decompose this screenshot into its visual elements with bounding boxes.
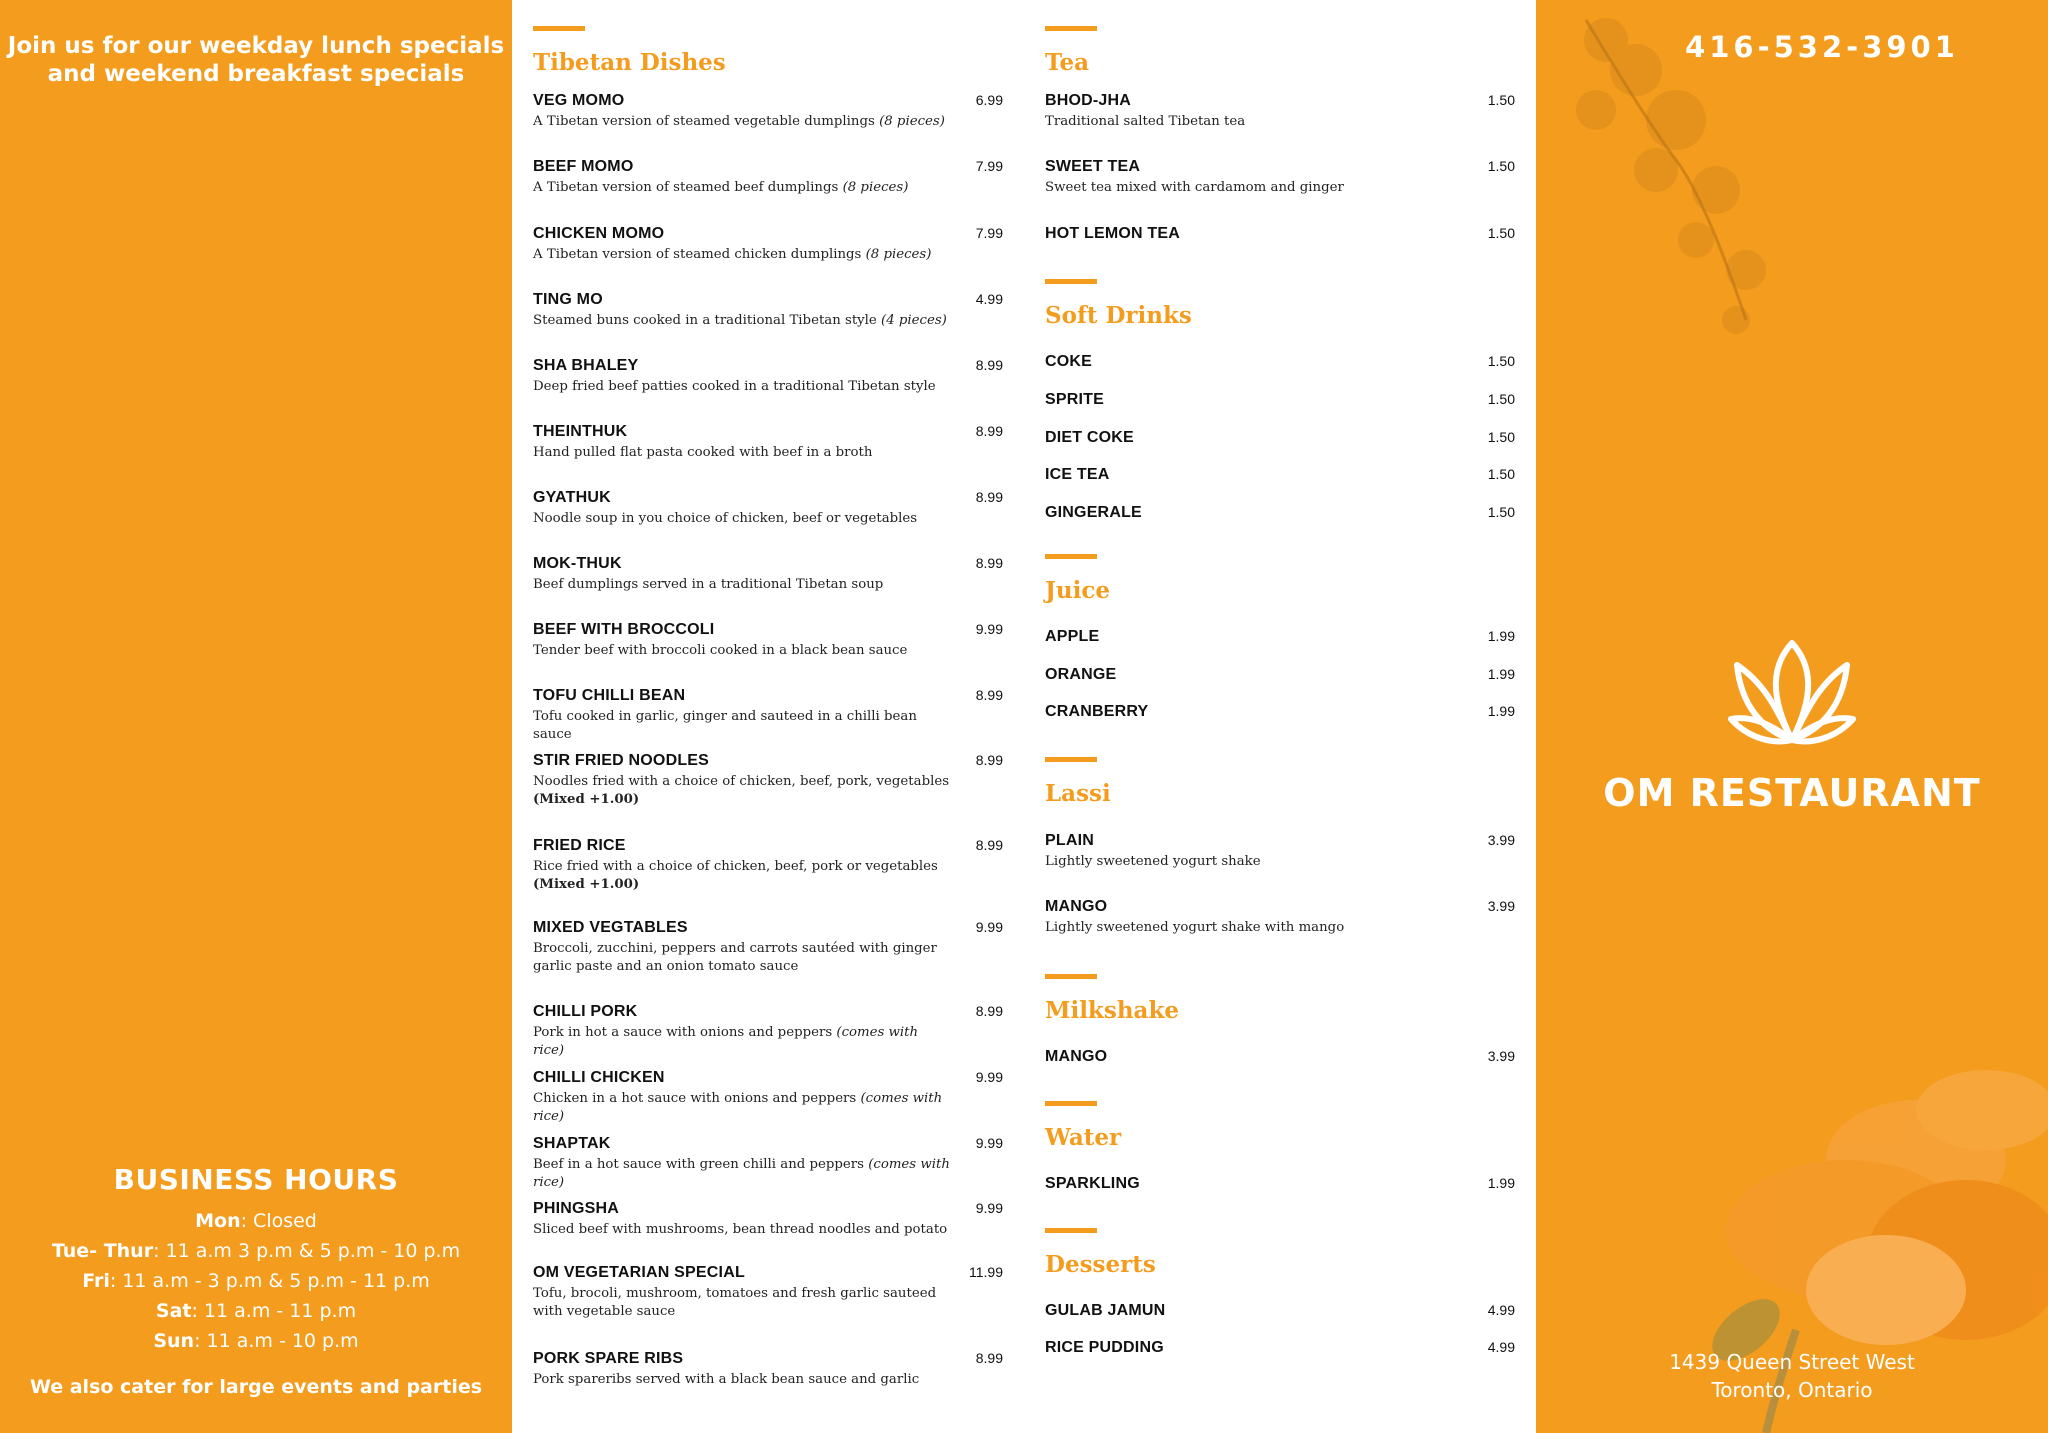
menu-item	[1045, 429, 1515, 447]
item-name: SHA BHALEY	[533, 357, 639, 374]
section-title: Milkshake	[1045, 997, 1180, 1024]
item-note: (8 pieces)	[879, 114, 945, 129]
promo-line: and weekend breakfast specials	[47, 61, 465, 87]
item-note: (4 pieces)	[881, 313, 947, 328]
item-note: (8 pieces)	[842, 180, 909, 195]
item-description	[533, 576, 953, 594]
hours-day: Mon	[195, 1210, 241, 1232]
item-price: 1.50	[1487, 391, 1515, 407]
menu-item	[533, 837, 1003, 894]
item-description-text: Tofu, brocoli, mushroom, tomatoes and fresh garlic sauteed with vegetable sauce	[533, 1286, 937, 1319]
item-price: 8.99	[975, 752, 1003, 768]
menu-item	[1045, 504, 1515, 522]
item-price: 1.50	[1487, 353, 1515, 369]
item-description	[533, 510, 953, 528]
item-name: CHICKEN MOMO	[533, 225, 665, 242]
menu-item	[1045, 1339, 1515, 1357]
item-description	[533, 1285, 953, 1321]
item-description-text: A Tibetan version of steamed beef dumplings	[533, 180, 843, 195]
item-description-text: Lightly sweetened yogurt shake	[1045, 854, 1261, 869]
item-name: RICE PUDDING	[1045, 1339, 1164, 1356]
item-description	[533, 179, 953, 197]
item-price: 3.99	[1487, 832, 1515, 848]
item-name: MANGO	[1045, 898, 1108, 915]
item-price: 9.99	[975, 1069, 1003, 1085]
item-name: BEEF MOMO	[533, 158, 634, 175]
section-title: Water	[1045, 1124, 1122, 1151]
menu-item	[1045, 1048, 1515, 1066]
item-price: 4.99	[1487, 1302, 1515, 1318]
menu-item	[1045, 391, 1515, 409]
item-description	[1045, 919, 1465, 937]
item-description-text: Beef in a hot sauce with green chilli and peppers	[533, 1157, 869, 1172]
item-name: ORANGE	[1045, 666, 1117, 683]
item-description	[533, 444, 953, 462]
section-water	[1045, 1101, 1515, 1151]
item-price: 8.99	[975, 555, 1003, 571]
address	[1536, 1348, 2048, 1404]
item-price: 1.50	[1487, 225, 1515, 241]
item-description-text: Sweet tea mixed with cardamom and ginger	[1045, 180, 1344, 195]
item-description-text: Steamed buns cooked in a traditional Tibetan style	[533, 313, 882, 328]
promo-text	[0, 32, 512, 88]
section-title: Juice	[1045, 577, 1110, 604]
item-price: 8.99	[975, 837, 1003, 853]
item-description	[533, 940, 953, 976]
item-note: (comes with rice)	[533, 1157, 950, 1190]
address-line: Toronto, Ontario	[1711, 1378, 1873, 1402]
item-name: TOFU CHILLI BEAN	[533, 687, 686, 704]
menu-item	[533, 423, 1003, 462]
section-divider	[1045, 1228, 1097, 1233]
item-price: 11.99	[969, 1264, 1003, 1280]
item-name: STIR FRIED NOODLES	[533, 752, 710, 769]
item-extra: (Mixed +1.00)	[533, 877, 640, 892]
item-description-text: Pork spareribs served with a black bean sauce and garlic	[533, 1372, 920, 1387]
item-name: CRANBERRY	[1045, 703, 1149, 720]
menu-item	[533, 1003, 1003, 1060]
item-description	[1045, 853, 1465, 871]
item-name: ICE TEA	[1045, 466, 1110, 483]
item-price: 8.99	[975, 1350, 1003, 1366]
hours-row	[0, 1266, 512, 1296]
item-price: 1.50	[1487, 92, 1515, 108]
item-name: APPLE	[1045, 628, 1100, 645]
item-description-text: Tender beef with broccoli cooked in a black bean sauce	[533, 643, 908, 658]
catering-note: We also cater for large events and parties	[29, 1376, 483, 1398]
item-name: SPARKLING	[1045, 1175, 1140, 1192]
section-divider	[1045, 1101, 1097, 1106]
item-note: (comes with rice)	[533, 1091, 943, 1124]
menu-item	[533, 1350, 1003, 1389]
section-tibetan	[533, 26, 1003, 76]
item-name: HOT LEMON TEA	[1045, 225, 1181, 242]
menu-item	[533, 225, 1003, 264]
item-description-text: Traditional salted Tibetan tea	[1045, 114, 1246, 129]
item-name: TING MO	[533, 291, 603, 308]
menu-item	[1045, 92, 1515, 131]
item-price: 9.99	[975, 1200, 1003, 1216]
section-soft-drinks	[1045, 279, 1515, 329]
section-divider	[1045, 279, 1097, 284]
menu-item	[533, 489, 1003, 528]
item-description	[533, 378, 953, 396]
menu-item	[1045, 466, 1515, 484]
menu-item	[533, 158, 1003, 197]
section-divider	[1045, 974, 1097, 979]
section-divider	[1045, 757, 1097, 762]
menu-item	[533, 1069, 1003, 1126]
item-price: 1.99	[1487, 628, 1515, 644]
menu-item	[533, 621, 1003, 660]
item-price: 1.99	[1487, 1175, 1515, 1191]
item-price: 7.99	[975, 158, 1003, 174]
item-description	[533, 773, 953, 809]
item-description-text: Noodles fried with a choice of chicken, beef, pork, vegetables	[533, 774, 950, 789]
item-price: 8.99	[975, 423, 1003, 439]
hours-time: : 11 a.m - 10 p.m	[194, 1330, 359, 1352]
menu-item	[1045, 832, 1515, 871]
item-name: GULAB JAMUN	[1045, 1302, 1166, 1319]
item-price: 8.99	[975, 489, 1003, 505]
item-description-text: Lightly sweetened yogurt shake with mango	[1045, 920, 1345, 935]
item-extra: (Mixed +1.00)	[533, 792, 640, 807]
item-price: 4.99	[1487, 1339, 1515, 1355]
restaurant-name: OM RESTAURANT	[1603, 771, 1981, 815]
item-price: 6.99	[975, 92, 1003, 108]
item-description-text: Pork in hot a sauce with onions and peppers	[533, 1025, 837, 1040]
item-price: 1.50	[1487, 158, 1515, 174]
section-title: Lassi	[1045, 780, 1111, 807]
item-price: 9.99	[975, 621, 1003, 637]
address-line: 1439 Queen Street West	[1669, 1350, 1915, 1374]
section-juice	[1045, 554, 1515, 604]
info-panel	[0, 0, 512, 1433]
menu-item	[533, 1200, 1003, 1239]
hours-day: Tue- Thur	[51, 1240, 154, 1262]
phone-number: 416-532-3901	[1685, 30, 1959, 64]
menu-item	[533, 919, 1003, 976]
item-description-text: A Tibetan version of steamed chicken dumplings	[533, 247, 866, 262]
item-price: 8.99	[975, 357, 1003, 373]
item-description	[533, 1371, 953, 1389]
menu-item	[1045, 353, 1515, 371]
item-name: GINGERALE	[1045, 504, 1142, 521]
hours-time: : 11 a.m - 11 p.m	[191, 1300, 357, 1322]
item-price: 4.99	[975, 291, 1003, 307]
item-name: SPRITE	[1045, 391, 1104, 408]
item-name: CHILLI CHICKEN	[533, 1069, 665, 1086]
section-desserts	[1045, 1228, 1515, 1278]
hours-day: Sat	[155, 1300, 192, 1322]
section-lassi	[1045, 757, 1515, 807]
item-description	[533, 858, 953, 894]
item-name: PLAIN	[1045, 832, 1094, 849]
item-description-text: Noodle soup in you choice of chicken, beef or vegetables	[533, 511, 918, 526]
item-price: 3.99	[1487, 1048, 1515, 1064]
item-description-text: Broccoli, zucchini, peppers and carrots sautéed with ginger garlic paste and an onion tomato sauce	[533, 941, 937, 974]
section-milkshake	[1045, 974, 1515, 1024]
section-divider	[1045, 554, 1097, 559]
item-price: 9.99	[975, 919, 1003, 935]
item-description	[533, 1024, 953, 1060]
menu-item	[533, 92, 1003, 131]
item-name: SWEET TEA	[1045, 158, 1141, 175]
item-name: MOK-THUK	[533, 555, 622, 572]
item-description-text: Rice fried with a choice of chicken, beef, pork or vegetables	[533, 859, 938, 874]
menu-column-drinks	[1045, 0, 1515, 1433]
section-tea	[1045, 26, 1515, 76]
section-title: Soft Drinks	[1045, 302, 1192, 329]
menu-item	[1045, 898, 1515, 937]
hours-time: : 11 a.m 3 p.m & 5 p.m - 10 p.m	[153, 1240, 461, 1262]
menu-item	[533, 555, 1003, 594]
item-description-text: Hand pulled flat pasta cooked with beef in a broth	[533, 445, 873, 460]
hours-time: : Closed	[240, 1210, 317, 1232]
item-name: OM VEGETARIAN SPECIAL	[533, 1264, 745, 1281]
menu-item	[1045, 1175, 1515, 1193]
item-price: 1.99	[1487, 666, 1515, 682]
item-description-text: Chicken in a hot sauce with onions and peppers	[533, 1091, 861, 1106]
promo-line: Join us for our weekday lunch specials	[7, 33, 505, 59]
item-name: THEINTHUK	[533, 423, 628, 440]
section-title: Desserts	[1045, 1251, 1156, 1278]
menu-item	[1045, 703, 1515, 721]
item-description	[533, 642, 953, 660]
menu-item	[533, 357, 1003, 396]
item-name: BHOD-JHA	[1045, 92, 1132, 109]
item-name: COKE	[1045, 353, 1093, 370]
item-description	[533, 113, 953, 131]
menu-item	[1045, 158, 1515, 197]
section-title: Tibetan Dishes	[533, 49, 726, 76]
menu-item	[533, 291, 1003, 330]
item-description	[533, 1090, 953, 1126]
item-price: 7.99	[975, 225, 1003, 241]
menu-item	[1045, 628, 1515, 646]
item-price: 3.99	[1487, 898, 1515, 914]
item-name: PORK SPARE RIBS	[533, 1350, 684, 1367]
menu-item	[1045, 1302, 1515, 1320]
section-title: Tea	[1045, 49, 1090, 76]
item-name: VEG MOMO	[533, 92, 625, 109]
item-price: 1.99	[1487, 703, 1515, 719]
menu-item	[1045, 225, 1515, 243]
item-price: 8.99	[975, 687, 1003, 703]
business-hours	[0, 1163, 512, 1398]
item-description	[1045, 179, 1465, 197]
menu-item	[1045, 666, 1515, 684]
hours-time: : 11 a.m - 3 p.m & 5 p.m - 11 p.m	[109, 1270, 430, 1292]
item-note: (8 pieces)	[865, 247, 932, 262]
menu-item	[533, 687, 1003, 744]
hours-row	[0, 1296, 512, 1326]
item-name: MANGO	[1045, 1048, 1108, 1065]
menu-item	[533, 1264, 1003, 1321]
hours-title: BUSINESS HOURS	[113, 1163, 399, 1196]
hours-row	[0, 1326, 512, 1356]
item-description	[533, 1156, 953, 1192]
item-description-text: Beef dumplings served in a traditional Tibetan soup	[533, 577, 884, 592]
item-description	[533, 246, 953, 264]
item-description-text: Sliced beef with mushrooms, bean thread noodles and potato	[533, 1222, 948, 1237]
item-price: 1.50	[1487, 466, 1515, 482]
lotus-icon	[1727, 635, 1857, 753]
item-description	[1045, 113, 1465, 131]
item-price: 1.50	[1487, 429, 1515, 445]
menu-item	[533, 1135, 1003, 1192]
item-name: PHINGSHA	[533, 1200, 620, 1217]
section-divider	[533, 26, 585, 31]
brand-block	[1536, 635, 2048, 815]
menu-item	[533, 752, 1003, 809]
section-divider	[1045, 26, 1097, 31]
item-name: BEEF WITH BROCCOLI	[533, 621, 715, 638]
item-name: GYATHUK	[533, 489, 611, 506]
item-price: 8.99	[975, 1003, 1003, 1019]
item-description	[533, 1221, 953, 1239]
item-name: SHAPTAK	[533, 1135, 611, 1152]
item-note: (comes with rice)	[533, 1025, 919, 1058]
item-description-text: Deep fried beef patties cooked in a traditional Tibetan style	[533, 379, 936, 394]
cover-panel	[1536, 0, 2048, 1433]
item-name: DIET COKE	[1045, 429, 1134, 446]
hours-day: Sun	[153, 1330, 195, 1352]
hours-row	[0, 1206, 512, 1236]
item-description	[533, 312, 953, 330]
hours-row	[0, 1236, 512, 1266]
item-price: 1.50	[1487, 504, 1515, 520]
hours-day: Fri	[82, 1270, 110, 1292]
item-description-text: A Tibetan version of steamed vegetable dumplings	[533, 114, 880, 129]
item-price: 9.99	[975, 1135, 1003, 1151]
menu-column-food	[533, 0, 1003, 1433]
item-description-text: Tofu cooked in garlic, ginger and sauteed in a chilli bean sauce	[533, 709, 917, 742]
item-name: MIXED VEGTABLES	[533, 919, 688, 936]
item-description	[533, 708, 953, 744]
item-name: CHILLI PORK	[533, 1003, 638, 1020]
item-name: FRIED RICE	[533, 837, 626, 854]
